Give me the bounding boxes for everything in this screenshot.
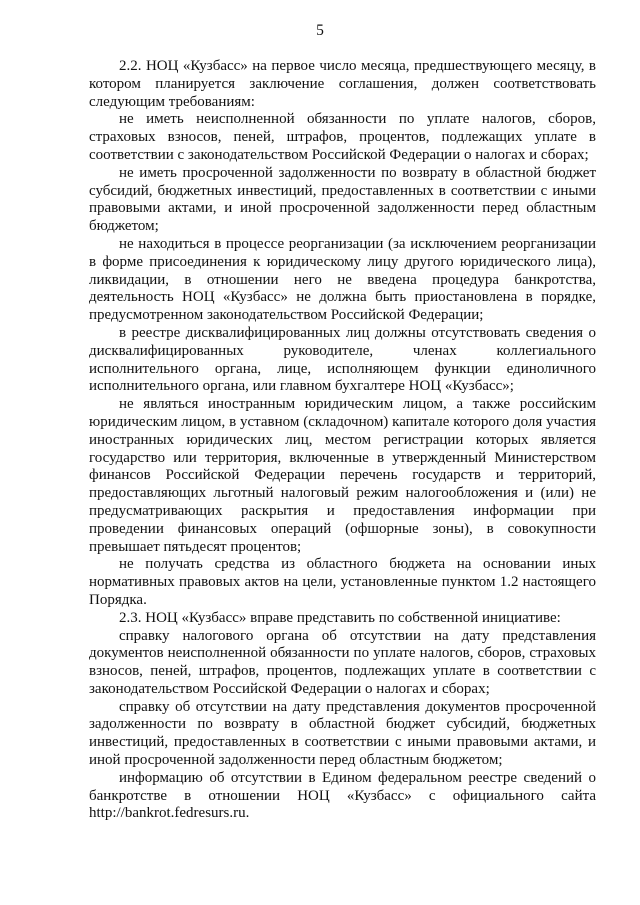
paragraph-2-3-intro: 2.3. НОЦ «Кузбасс» вправе представить по собственной инициативе:	[119, 609, 561, 626]
requirement-not-foreign-entity: не являться иностранным юридическим лицом, а также российским юридическим лицом, в уставном (складочном) капитале которого доля участия иностранных юридических лиц, местом регистрации которых является государство или территория, включенные в утвержденный Министерством финансов Российской Федерации перечень государств и территорий, предоставляющих льготный налоговый режим налогообложения и (или) не предусматривающих раскрытия и предоставления информации при проведении финансовых операций (офшорные зоны), в совокупности превышает пятьдесят процентов;	[89, 396, 596, 555]
document-budget-debt-certificate: справку об отсутствии на дату представления документов просроченной задолженности по возврату в областной бюджет субсидий, бюджетных инвестиций, предоставленных в соответствии с иными правовыми актами, и иной просроченной задолженности перед областным бюджетом;	[89, 698, 596, 769]
requirement-no-reorganization: не находиться в процессе реорганизации (за исключением реорганизации в форме присоединения к юридическому лицу другого юридического лица), ликвидации, в отношении него не введена процедура банкротства, деятельность НОЦ «Кузбасс» не должна быть приостановлена в порядке, предусмотренном законодательством Российской Федерации;	[89, 235, 596, 324]
document-bankruptcy-info: информацию об отсутствии в Едином федеральном реестре сведений о банкротстве в отношении НОЦ «Кузбасс» с официального сайта http://bankrot.fedresurs.ru.	[89, 769, 596, 822]
requirement-no-other-funds: не получать средства из областного бюджета на основании иных нормативных правовых актов на цели, установленные пунктом 1.2 настоящего Порядка.	[89, 556, 596, 608]
requirement-disqualified-persons: в реестре дисквалифицированных лиц должны отсутствовать сведения о дисквалифицированных руководителе, членах коллегиального исполнительного органа, лице, исполняющем функции единоличного исполнительного органа, или главном бухгалтере НОЦ «Кузбасс»;	[89, 324, 596, 395]
document-tax-certificate: справку налогового органа об отсутствии на дату представления документов неисполненной обязанности по уплате налогов, сборов, страховых взносов, пеней, штрафов, процентов, подлежащих уплате в соответствии с законодательством Российской Федерации о налогах и сборах;	[89, 627, 596, 697]
page-number: 5	[316, 22, 324, 39]
paragraph-2-2-intro: 2.2. НОЦ «Кузбасс» на первое число месяца, предшествующего месяцу, в котором планируется заключение соглашения, должен соответствовать следующим требованиям:	[89, 58, 596, 110]
document-body	[89, 58, 596, 823]
requirement-no-tax-debt: не иметь неисполненной обязанности по уплате налогов, сборов, страховых взносов, пеней, штрафов, процентов, подлежащих уплате в соответствии с законодательством Российской Федерации о налогах и сборах;	[89, 111, 596, 163]
requirement-no-budget-debt: не иметь просроченной задолженности по возврату в областной бюджет субсидий, бюджетных инвестиций, предоставленных в соответствии с иными правовыми актами, и иной просроченной задолженности перед областным бюджетом;	[89, 164, 596, 235]
